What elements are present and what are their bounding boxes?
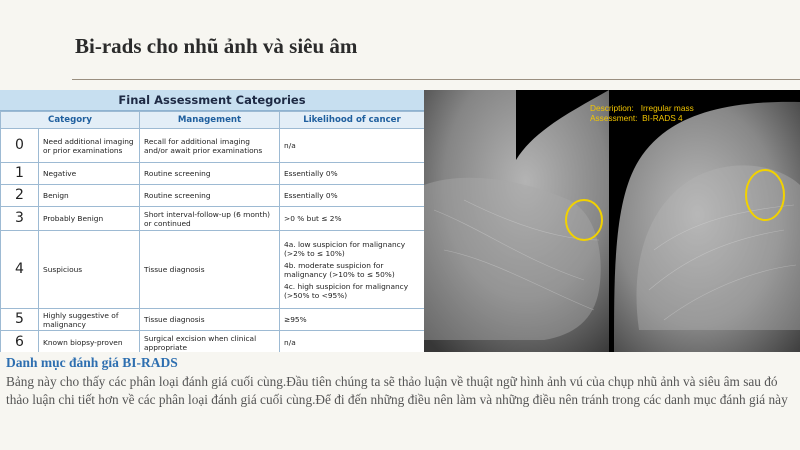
category-number: 0	[1, 129, 39, 163]
category-name: Need additional imaging or prior examinations	[39, 129, 140, 163]
management-cell: Routine screening	[140, 185, 280, 207]
category-number: 2	[1, 185, 39, 207]
likelihood-cell: n/a	[280, 129, 424, 163]
category-name: Benign	[39, 185, 140, 207]
description-text: Description: Irregular mass	[590, 103, 694, 113]
section-body: Bảng này cho thấy các phân loại đánh giá cuối cùng.Đầu tiên chúng ta sẽ thảo luận về thuật ngữ hình ảnh vú của chụp nhũ ảnh và siêu âm sau đó thảo luận chi tiết hơn về các phân loại đánh giá cuối cùng.Để đi đến những điều nên làm và những điều nên tránh trong các danh mục đánh giá này	[6, 374, 788, 407]
likelihood-4b: 4b. moderate suspicion for malignancy (>10% to ≤ 50%)	[284, 260, 395, 279]
category-name: Known biopsy-proven	[39, 331, 140, 353]
management-cell: Routine screening	[140, 163, 280, 185]
likelihood-4c: 4c. high suspicion for malignancy (>50% to <95%)	[284, 281, 409, 300]
table-header-row	[1, 112, 425, 129]
header-management: Management	[140, 112, 280, 129]
image-divider	[610, 90, 614, 352]
category-number: 5	[1, 309, 39, 331]
likelihood-cell: n/a	[280, 331, 424, 353]
header-likelihood: Likelihood of cancer	[280, 112, 424, 129]
table-row	[1, 163, 425, 185]
assessment-text: Assessment: BI-RADS 4	[590, 113, 683, 123]
likelihood-cell: Essentially 0%	[280, 163, 424, 185]
management-cell: Tissue diagnosis	[140, 231, 280, 309]
section-title: Danh mục đánh giá BI-RADS	[6, 355, 178, 370]
slide-title: Bi-rads cho nhũ ảnh và siêu âm	[75, 34, 358, 58]
category-number: 4	[1, 231, 39, 309]
table-row	[1, 309, 425, 331]
category-name: Negative	[39, 163, 140, 185]
category-number: 1	[1, 163, 39, 185]
table-title: Final Assessment Categories	[0, 90, 424, 111]
category-number: 6	[1, 331, 39, 353]
table-row	[1, 207, 425, 231]
table-row	[1, 185, 425, 207]
likelihood-4a: 4a. low suspicion for malignancy (>2% to ≤ 10%)	[284, 239, 406, 258]
management-cell: Surgical excision when clinical appropriate	[140, 331, 280, 353]
table-row	[1, 231, 425, 309]
likelihood-cell	[280, 231, 424, 309]
mammogram-image	[424, 90, 800, 352]
category-name: Suspicious	[39, 231, 140, 309]
mammogram-caption	[590, 103, 694, 123]
assessment-table	[0, 111, 424, 352]
mammogram-illustration	[424, 90, 800, 352]
management-cell: Recall for additional imaging and/or await prior examinations	[140, 129, 280, 163]
category-name: Highly suggestive of malignancy	[39, 309, 140, 331]
header-category: Category	[1, 112, 140, 129]
likelihood-cell: ≥95%	[280, 309, 424, 331]
category-name: Probably Benign	[39, 207, 140, 231]
table-row	[1, 129, 425, 163]
likelihood-cell: Essentially 0%	[280, 185, 424, 207]
management-cell: Short interval-follow-up (6 month) or continued	[140, 207, 280, 231]
table-row	[1, 331, 425, 353]
likelihood-cell: >0 % but ≤ 2%	[280, 207, 424, 231]
title-divider	[72, 79, 800, 80]
assessment-table-panel	[0, 90, 424, 352]
management-cell: Tissue diagnosis	[140, 309, 280, 331]
category-number: 3	[1, 207, 39, 231]
